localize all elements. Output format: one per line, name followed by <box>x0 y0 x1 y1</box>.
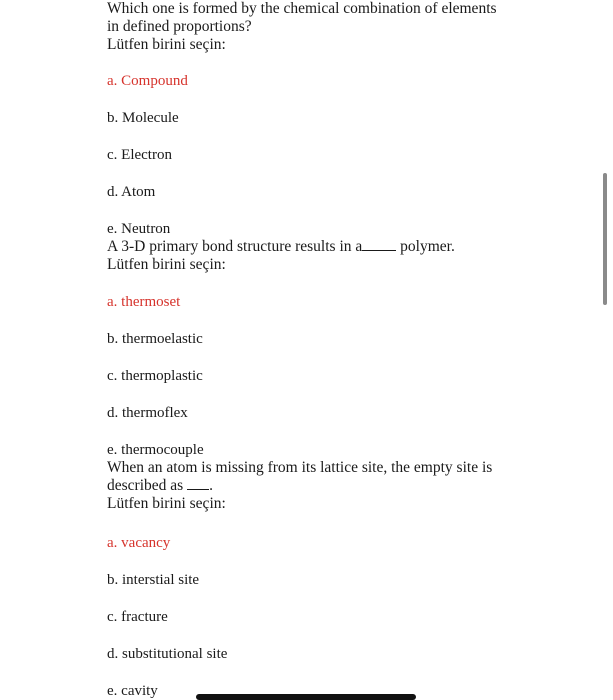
question-2-text-after-blank: polymer. <box>400 238 455 255</box>
question-1-option-c[interactable]: c. Electron <box>107 147 172 163</box>
question-2-text <box>107 238 455 256</box>
question-1-option-d[interactable]: d. Atom <box>107 184 156 200</box>
question-3-text-after-blank: . <box>209 477 213 494</box>
question-1-option-a[interactable]: a. Compound <box>107 73 188 89</box>
question-1-instruction: Lütfen birini seçin: <box>107 36 226 53</box>
question-1-option-b[interactable]: b. Molecule <box>107 110 179 126</box>
question-3-instruction: Lütfen birini seçin: <box>107 495 226 512</box>
question-2 <box>107 238 455 274</box>
question-2-option-e[interactable]: e. thermocouple <box>107 442 204 458</box>
vertical-scrollbar[interactable] <box>603 173 607 305</box>
question-3 <box>107 459 492 513</box>
question-2-option-c[interactable]: c. thermoplastic <box>107 368 203 384</box>
question-2-text-before-blank: A 3-D primary bond structure results in a <box>107 238 363 255</box>
question-2-blank <box>362 238 396 251</box>
question-3-option-b[interactable]: b. interstial site <box>107 572 200 588</box>
question-2-option-b[interactable]: b. thermoelastic <box>107 331 203 347</box>
question-1-option-e[interactable]: e. Neutron <box>107 221 171 237</box>
question-3-text-line-1: When an atom is missing from its lattice site, the empty site is <box>107 459 493 476</box>
question-2-instruction: Lütfen birini seçin: <box>107 256 226 273</box>
question-3-blank <box>187 477 209 490</box>
question-1-text-line-1: Which one is formed by the chemical combination of elements <box>107 0 497 17</box>
question-3-option-c[interactable]: c. fracture <box>107 609 168 625</box>
question-3-text-line-2 <box>107 477 492 495</box>
question-1 <box>107 0 497 54</box>
question-2-option-a[interactable]: a. thermoset <box>107 294 181 310</box>
home-indicator[interactable] <box>196 694 416 700</box>
question-1-text-line-2: in defined proportions? <box>107 18 252 35</box>
question-3-option-a[interactable]: a. vacancy <box>107 535 171 551</box>
question-2-option-d[interactable]: d. thermoflex <box>107 405 188 421</box>
question-3-option-e[interactable]: e. cavity <box>107 683 158 699</box>
question-3-option-d[interactable]: d. substitutional site <box>107 646 228 662</box>
question-3-text-before-blank: described as <box>107 477 184 494</box>
